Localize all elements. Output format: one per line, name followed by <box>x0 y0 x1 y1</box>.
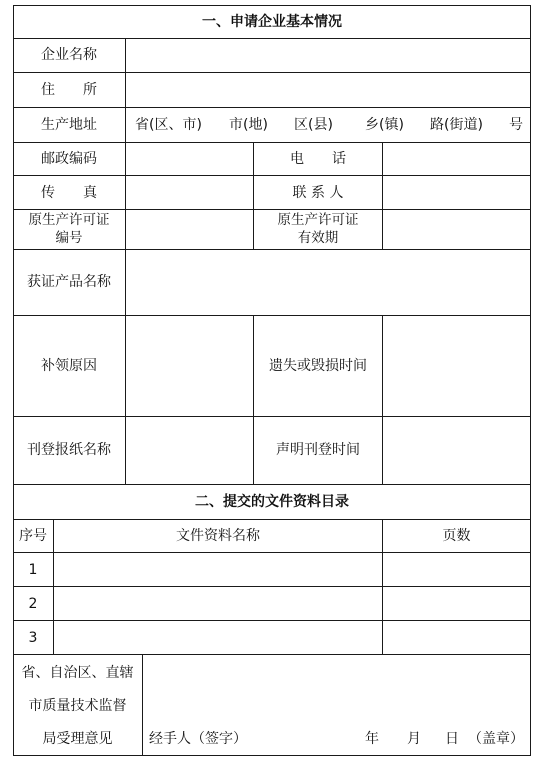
city-label: 市(地) <box>229 117 268 133</box>
address-label: 住 所 <box>41 82 97 98</box>
town-label: 乡(镇) <box>365 117 404 133</box>
application-form <box>13 5 531 756</box>
pages-field[interactable] <box>383 587 530 620</box>
table-row-index: 3 <box>28 630 38 646</box>
opinion-field[interactable] <box>143 655 530 723</box>
orig-license-valid-field[interactable] <box>383 210 530 249</box>
statement-time-label: 声明刊登时间 <box>276 442 360 458</box>
handler-signature-label: 经手人（签字） <box>149 731 247 747</box>
pages-field[interactable] <box>383 621 530 654</box>
number-label: 号 <box>509 117 523 133</box>
newspaper-name-field[interactable] <box>126 417 253 484</box>
fax-label: 传 真 <box>41 185 97 201</box>
road-label: 路(街道) <box>430 117 483 133</box>
contact-field[interactable] <box>383 176 530 209</box>
file-name-field[interactable] <box>54 553 382 586</box>
postal-code-label: 邮政编码 <box>41 151 97 167</box>
loss-time-label: 遗失或毁损时间 <box>269 358 367 374</box>
address-field[interactable] <box>126 73 530 107</box>
province-label: 省(区、市) <box>135 117 202 133</box>
table-row-index: 1 <box>28 562 38 578</box>
postal-code-field[interactable] <box>126 143 253 175</box>
production-address-label: 生产地址 <box>41 117 97 133</box>
file-name-field[interactable] <box>54 621 382 654</box>
rule <box>13 484 531 485</box>
certified-products-field[interactable] <box>126 250 530 315</box>
rule <box>13 519 531 520</box>
section-title: 一、申请企业基本情况 <box>202 14 342 30</box>
orig-license-no-label-line2: 编号 <box>55 230 83 246</box>
certified-products-label: 获证产品名称 <box>27 274 111 290</box>
orig-license-no-label-line1: 原生产许可证 <box>28 212 110 228</box>
pages-field[interactable] <box>383 553 530 586</box>
reissue-reason-label: 补领原因 <box>41 358 97 374</box>
table-row-index: 2 <box>28 596 38 612</box>
company-name-field[interactable] <box>126 39 530 72</box>
month-label: 月 <box>407 731 421 747</box>
opinion-label-line1: 省、自治区、直辖 <box>21 665 134 681</box>
opinion-label-line2: 市质量技术监督 <box>28 698 127 714</box>
opinion-label-line3: 局受理意见 <box>42 731 113 747</box>
orig-license-valid-label-line2: 有效期 <box>297 230 339 246</box>
border-bottom <box>13 755 531 756</box>
orig-license-no-field[interactable] <box>126 210 253 249</box>
statement-time-field[interactable] <box>383 417 530 484</box>
seal-label: （盖章） <box>468 731 524 747</box>
day-label: 日 <box>445 731 459 747</box>
rule <box>13 107 531 108</box>
newspaper-name-label: 刊登报纸名称 <box>27 442 111 458</box>
file-name-field[interactable] <box>54 587 382 620</box>
pages-header: 页数 <box>442 528 471 544</box>
year-label: 年 <box>365 731 379 747</box>
file-name-header: 文件资料名称 <box>176 528 260 544</box>
loss-time-field[interactable] <box>383 316 530 416</box>
phone-field[interactable] <box>383 143 530 175</box>
phone-label: 电 话 <box>290 151 346 167</box>
index-header: 序号 <box>19 528 47 544</box>
district-label: 区(县) <box>294 117 333 133</box>
reissue-reason-field[interactable] <box>126 316 253 416</box>
border-right <box>530 5 531 756</box>
contact-label: 联 系 人 <box>292 185 344 201</box>
orig-license-valid-label-line1: 原生产许可证 <box>277 212 359 228</box>
section-title: 二、提交的文件资料目录 <box>195 494 349 510</box>
fax-field[interactable] <box>126 176 253 209</box>
company-name-label: 企业名称 <box>41 47 97 63</box>
border-top <box>13 5 531 6</box>
